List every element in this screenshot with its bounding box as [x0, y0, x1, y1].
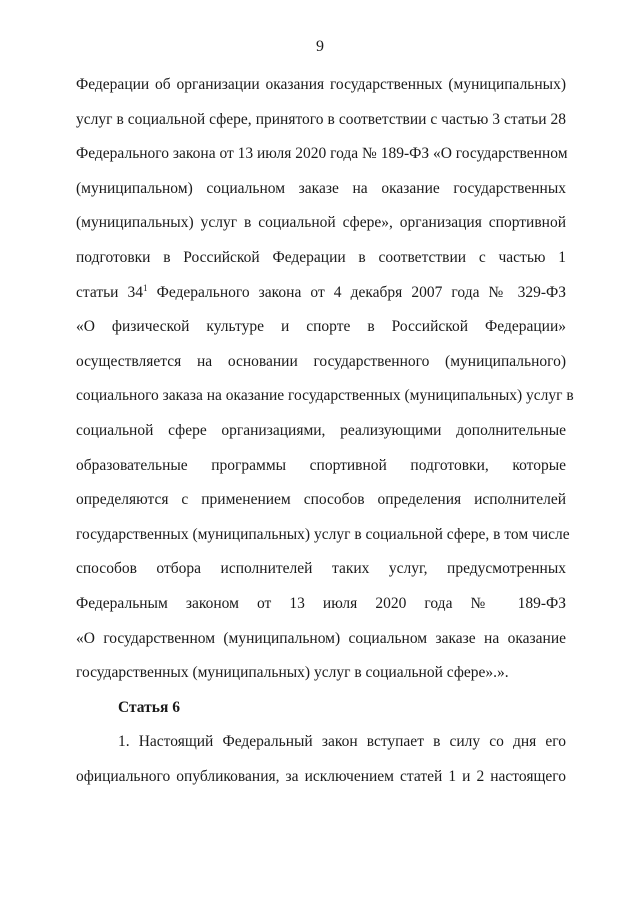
- text-line: услуг в социальной сфере, принятого в соответствии с частью 3 статьи 28: [76, 110, 566, 128]
- text-line: образовательные программы спортивной подготовки, которые: [76, 456, 566, 474]
- document-body: [76, 68, 574, 794]
- text-fragment: Федерального закона от 4 декабря 2007 года № 329-ФЗ: [147, 283, 566, 301]
- text-line: Федерального закона от 13 июля 2020 года № 189-ФЗ «О государственном: [76, 145, 568, 163]
- text-line: «О физической культуре и спорте в Российской Федерации»: [76, 318, 566, 336]
- text-line: осуществляется на основании государственного (муниципального): [76, 352, 566, 370]
- text-line: способов отбора исполнителей таких услуг, предусмотренных: [76, 560, 566, 578]
- text-line: социального заказа на оказание государственных (муниципальных) услуг в: [76, 387, 574, 405]
- text-line: (муниципальных) услуг в социальной сфере», организация спортивной: [76, 214, 566, 232]
- text-line: определяются с применением способов определения исполнителей: [76, 491, 566, 509]
- text-line: «О государственном (муниципальном) социальном заказе на оказание: [76, 629, 566, 647]
- text-line: подготовки в Российской Федерации в соответствии с частью 1: [76, 248, 566, 266]
- text-line: Федеральным законом от 13 июля 2020 года № 189-ФЗ: [76, 594, 566, 612]
- article-text-line: 1. Настоящий Федеральный закон вступает в силу со дня его: [118, 733, 566, 751]
- article-heading: Статья 6: [118, 698, 180, 716]
- text-line-last: государственных (муниципальных) услуг в социальной сфере».».: [76, 664, 509, 682]
- text-line-with-footnote: [76, 276, 566, 311]
- text-line: государственных (муниципальных) услуг в социальной сфере, в том числе: [76, 525, 570, 543]
- superscript-marker: 1: [143, 282, 148, 293]
- text-line: Федерации об организации оказания государственных (муниципальных): [76, 76, 566, 93]
- text-fragment: статьи 34: [76, 283, 144, 301]
- article-text-line: официального опубликования, за исключением статей 1 и 2 настоящего: [76, 767, 566, 785]
- text-line: (муниципальном) социальном заказе на оказание государственных: [76, 179, 566, 197]
- page-number: 9: [316, 38, 324, 55]
- text-line: социальной сфере организациями, реализующими дополнительные: [76, 421, 566, 439]
